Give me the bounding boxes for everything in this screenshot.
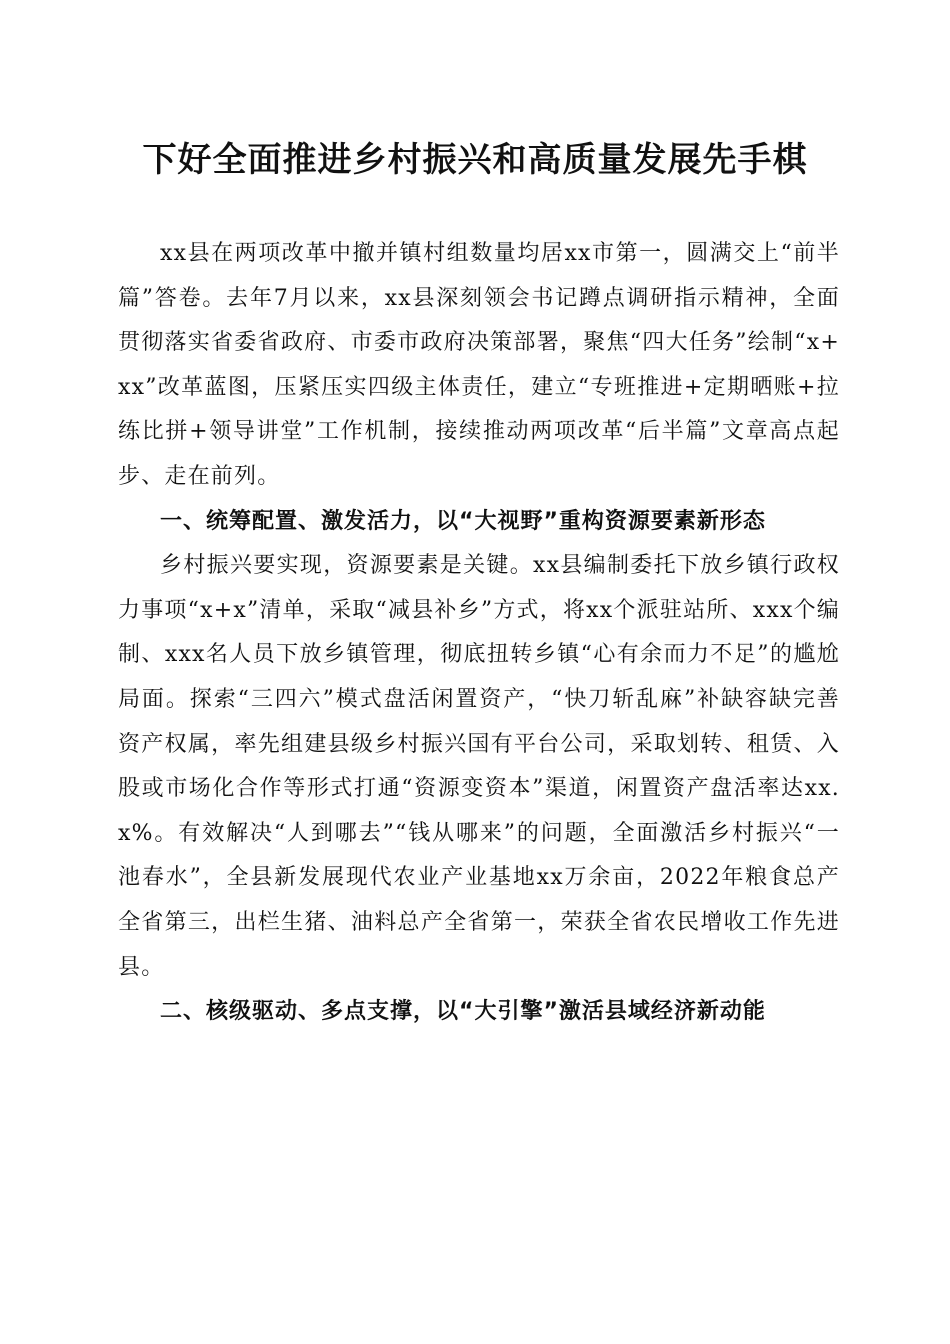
document-title: 下好全面推进乡村振兴和高质量发展先手棋 — [142, 140, 808, 180]
section-heading-2: 二、核级驱动、多点支撑，以“大引擎”激活县域经济新动能 — [160, 999, 766, 1025]
document-body — [118, 232, 840, 1035]
intro-paragraph: xx县在两项改革中撤并镇村组数量均居xx市第一，圆满交上“前半篇”答卷。去年7月以来，xx县深刻领会书记蹲点调研指示精神，全面贯彻落实省委省政府、市委市政府决策部署，聚焦“四大任务”绘制“x+xx”改革蓝图，压紧压实四级主体责任，建立“专班推进+定期晒账+拉练比拼+领导讲堂”工作机制，接续推动两项改革“后半篇”文章高点起步、走在前列。 — [118, 241, 840, 489]
section-1-paragraph: 乡村振兴要实现，资源要素是关键。xx县编制委托下放乡镇行政权力事项“x+x”清单，采取“减县补乡”方式，将xx个派驻站所、xxx个编制、xxx名人员下放乡镇管理，彻底扭转乡镇“心有余而力不足”的尴尬局面。探索“三四六”模式盘活闲置资产，“快刀斩乱麻”补缺容缺完善资产权属，率先组建县级乡村振兴国有平台公司，采取划转、租赁、入股或市场化合作等形式打通“资源变资本”渠道，闲置资产盘活率达xx.x%。有效解决“人到哪去”“钱从哪来”的问题，全面激活乡村振兴“一池春水”，全县新发展现代农业产业基地xx万余亩，2022年粮食总产全省第三，出栏生猪、油料总产全省第一，荣获全省农民增收工作先进县。 — [118, 553, 840, 980]
section-heading-1: 一、统筹配置、激发活力，以“大视野”重构资源要素新形态 — [160, 508, 766, 534]
